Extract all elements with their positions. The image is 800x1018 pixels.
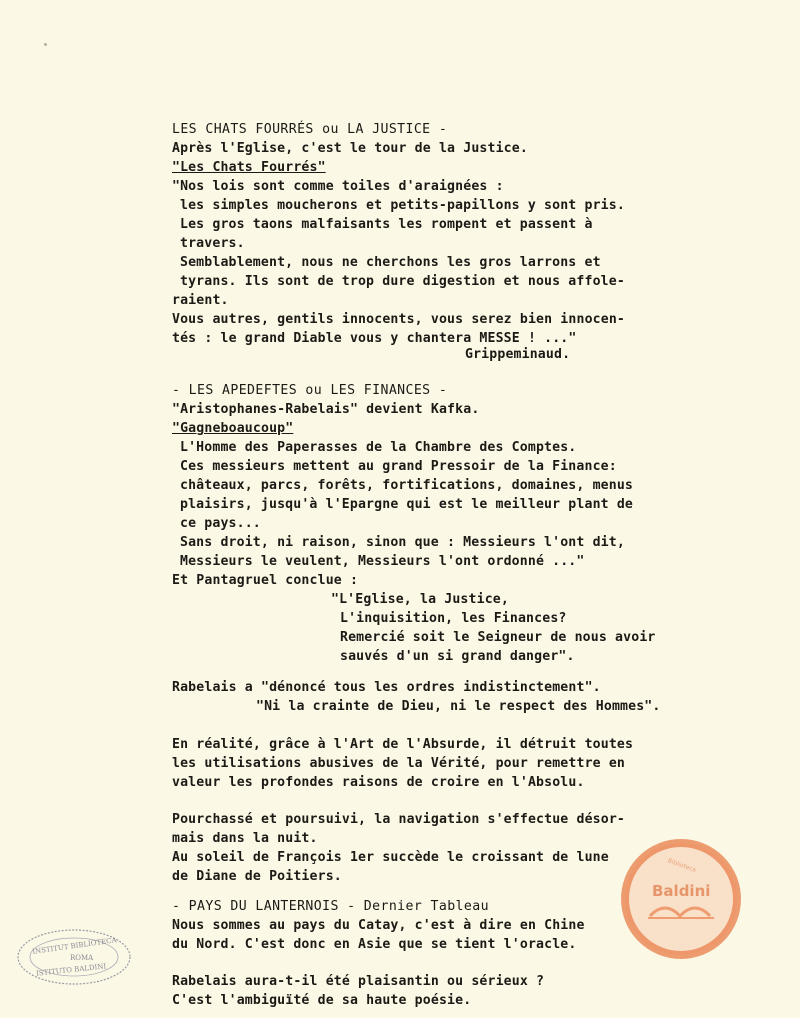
- text-line: "Aristophanes-Rabelais" devient Kafka.: [172, 402, 480, 417]
- text-line: En réalité, grâce à l'Art de l'Absurde, il détruit toutes: [172, 737, 634, 752]
- text-line: tyrans. Ils sont de trop dure digestion et nous affole-: [180, 274, 625, 289]
- quote-line: L'inquisition, les Finances?: [340, 611, 567, 626]
- text-line: Ces messieurs mettent au grand Pressoir de la Finance:: [180, 459, 617, 474]
- watermark-small-text: Biblioteca: [666, 857, 697, 874]
- text-line: travers.: [180, 236, 245, 251]
- text-line: Messieurs le veulent, Messieurs l'ont ordonné ...": [180, 554, 585, 569]
- text-line: Pourchassé et poursuivi, la navigation s'effectue désor-: [172, 812, 626, 827]
- stamp-text: ISTITUTO BALDINI: [35, 962, 107, 978]
- quote-line: sauvés d'un si grand danger".: [340, 649, 575, 664]
- text-line: de Diane de Poitiers.: [172, 869, 342, 884]
- subheading-chats-fourres: "Les Chats Fourrés": [172, 160, 326, 175]
- section-heading-lanternois: - PAYS DU LANTERNOIS - Dernier Tableau: [172, 899, 489, 914]
- text-line: Semblablement, nous ne cherchons les gros larrons et: [180, 255, 601, 270]
- text-line: plaisirs, jusqu'à l'Epargne qui est le meilleur plant de: [180, 497, 634, 512]
- text-line: les utilisations abusives de la Vérité, pour remettre en: [172, 756, 626, 771]
- watermark-brand: Baldini: [652, 882, 711, 900]
- section-heading-apedeftes: - LES APEDEFTES ou LES FINANCES -: [172, 383, 448, 398]
- section-heading-chats-fourres: LES CHATS FOURRÉS ou LA JUSTICE -: [172, 122, 448, 137]
- text-line: Rabelais aura-t-il été plaisantin ou sérieux ?: [172, 974, 545, 989]
- text-line: Nous sommes au pays du Catay, c'est à dire en Chine: [172, 918, 585, 933]
- text-line: L'Homme des Paperasses de la Chambre des Comptes.: [180, 440, 577, 455]
- text-line: les simples moucherons et petits-papillons y sont pris.: [180, 198, 625, 213]
- text-line: Après l'Eglise, c'est le tour de la Justice.: [172, 141, 528, 156]
- subheading-gagnebeaucoup: "Gagneboaucoup": [172, 421, 294, 436]
- text-line: mais dans la nuit.: [172, 831, 318, 846]
- text-line: Vous autres, gentils innocents, vous serez bien innocen-: [172, 312, 626, 327]
- text-line: raient.: [172, 293, 229, 308]
- stamp-text: ROMA: [70, 954, 94, 962]
- text-line: Les gros taons malfaisants les rompent et passent à: [180, 217, 593, 232]
- text-line: châteaux, parcs, forêts, fortifications, domaines, menus: [180, 478, 634, 493]
- quote-line: "L'Eglise, la Justice,: [331, 592, 509, 607]
- text-line: tés : le grand Diable vous y chantera MESSE ! ...": [172, 331, 577, 346]
- text-line: "Nos lois sont comme toiles d'araignées :: [172, 179, 504, 194]
- text-line: C'est l'ambiguïté de sa haute poésie.: [172, 993, 472, 1008]
- text-line: ce pays...: [180, 516, 261, 531]
- text-line: "Ni la crainte de Dieu, ni le respect des Hommes".: [256, 699, 661, 714]
- paper-speck: [44, 43, 47, 46]
- text-line: Et Pantagruel conclue :: [172, 573, 359, 588]
- stamp-text: INSTITUT BIBLIOTECA: [31, 936, 118, 956]
- text-line: du Nord. C'est donc en Asie que se tient l'oracle.: [172, 937, 577, 952]
- quote-line: Remercié soit le Seigneur de nous avoir: [340, 630, 656, 645]
- text-line: valeur les profondes raisons de croire en l'Absolu.: [172, 775, 585, 790]
- text-line: Rabelais a "dénoncé tous les ordres indistinctement".: [172, 680, 601, 695]
- text-line: Sans droit, ni raison, sinon que : Messieurs l'ont dit,: [180, 535, 625, 550]
- text-line: Au soleil de François 1er succède le croissant de lune: [172, 850, 609, 865]
- author-signature: Grippeminaud.: [465, 347, 571, 362]
